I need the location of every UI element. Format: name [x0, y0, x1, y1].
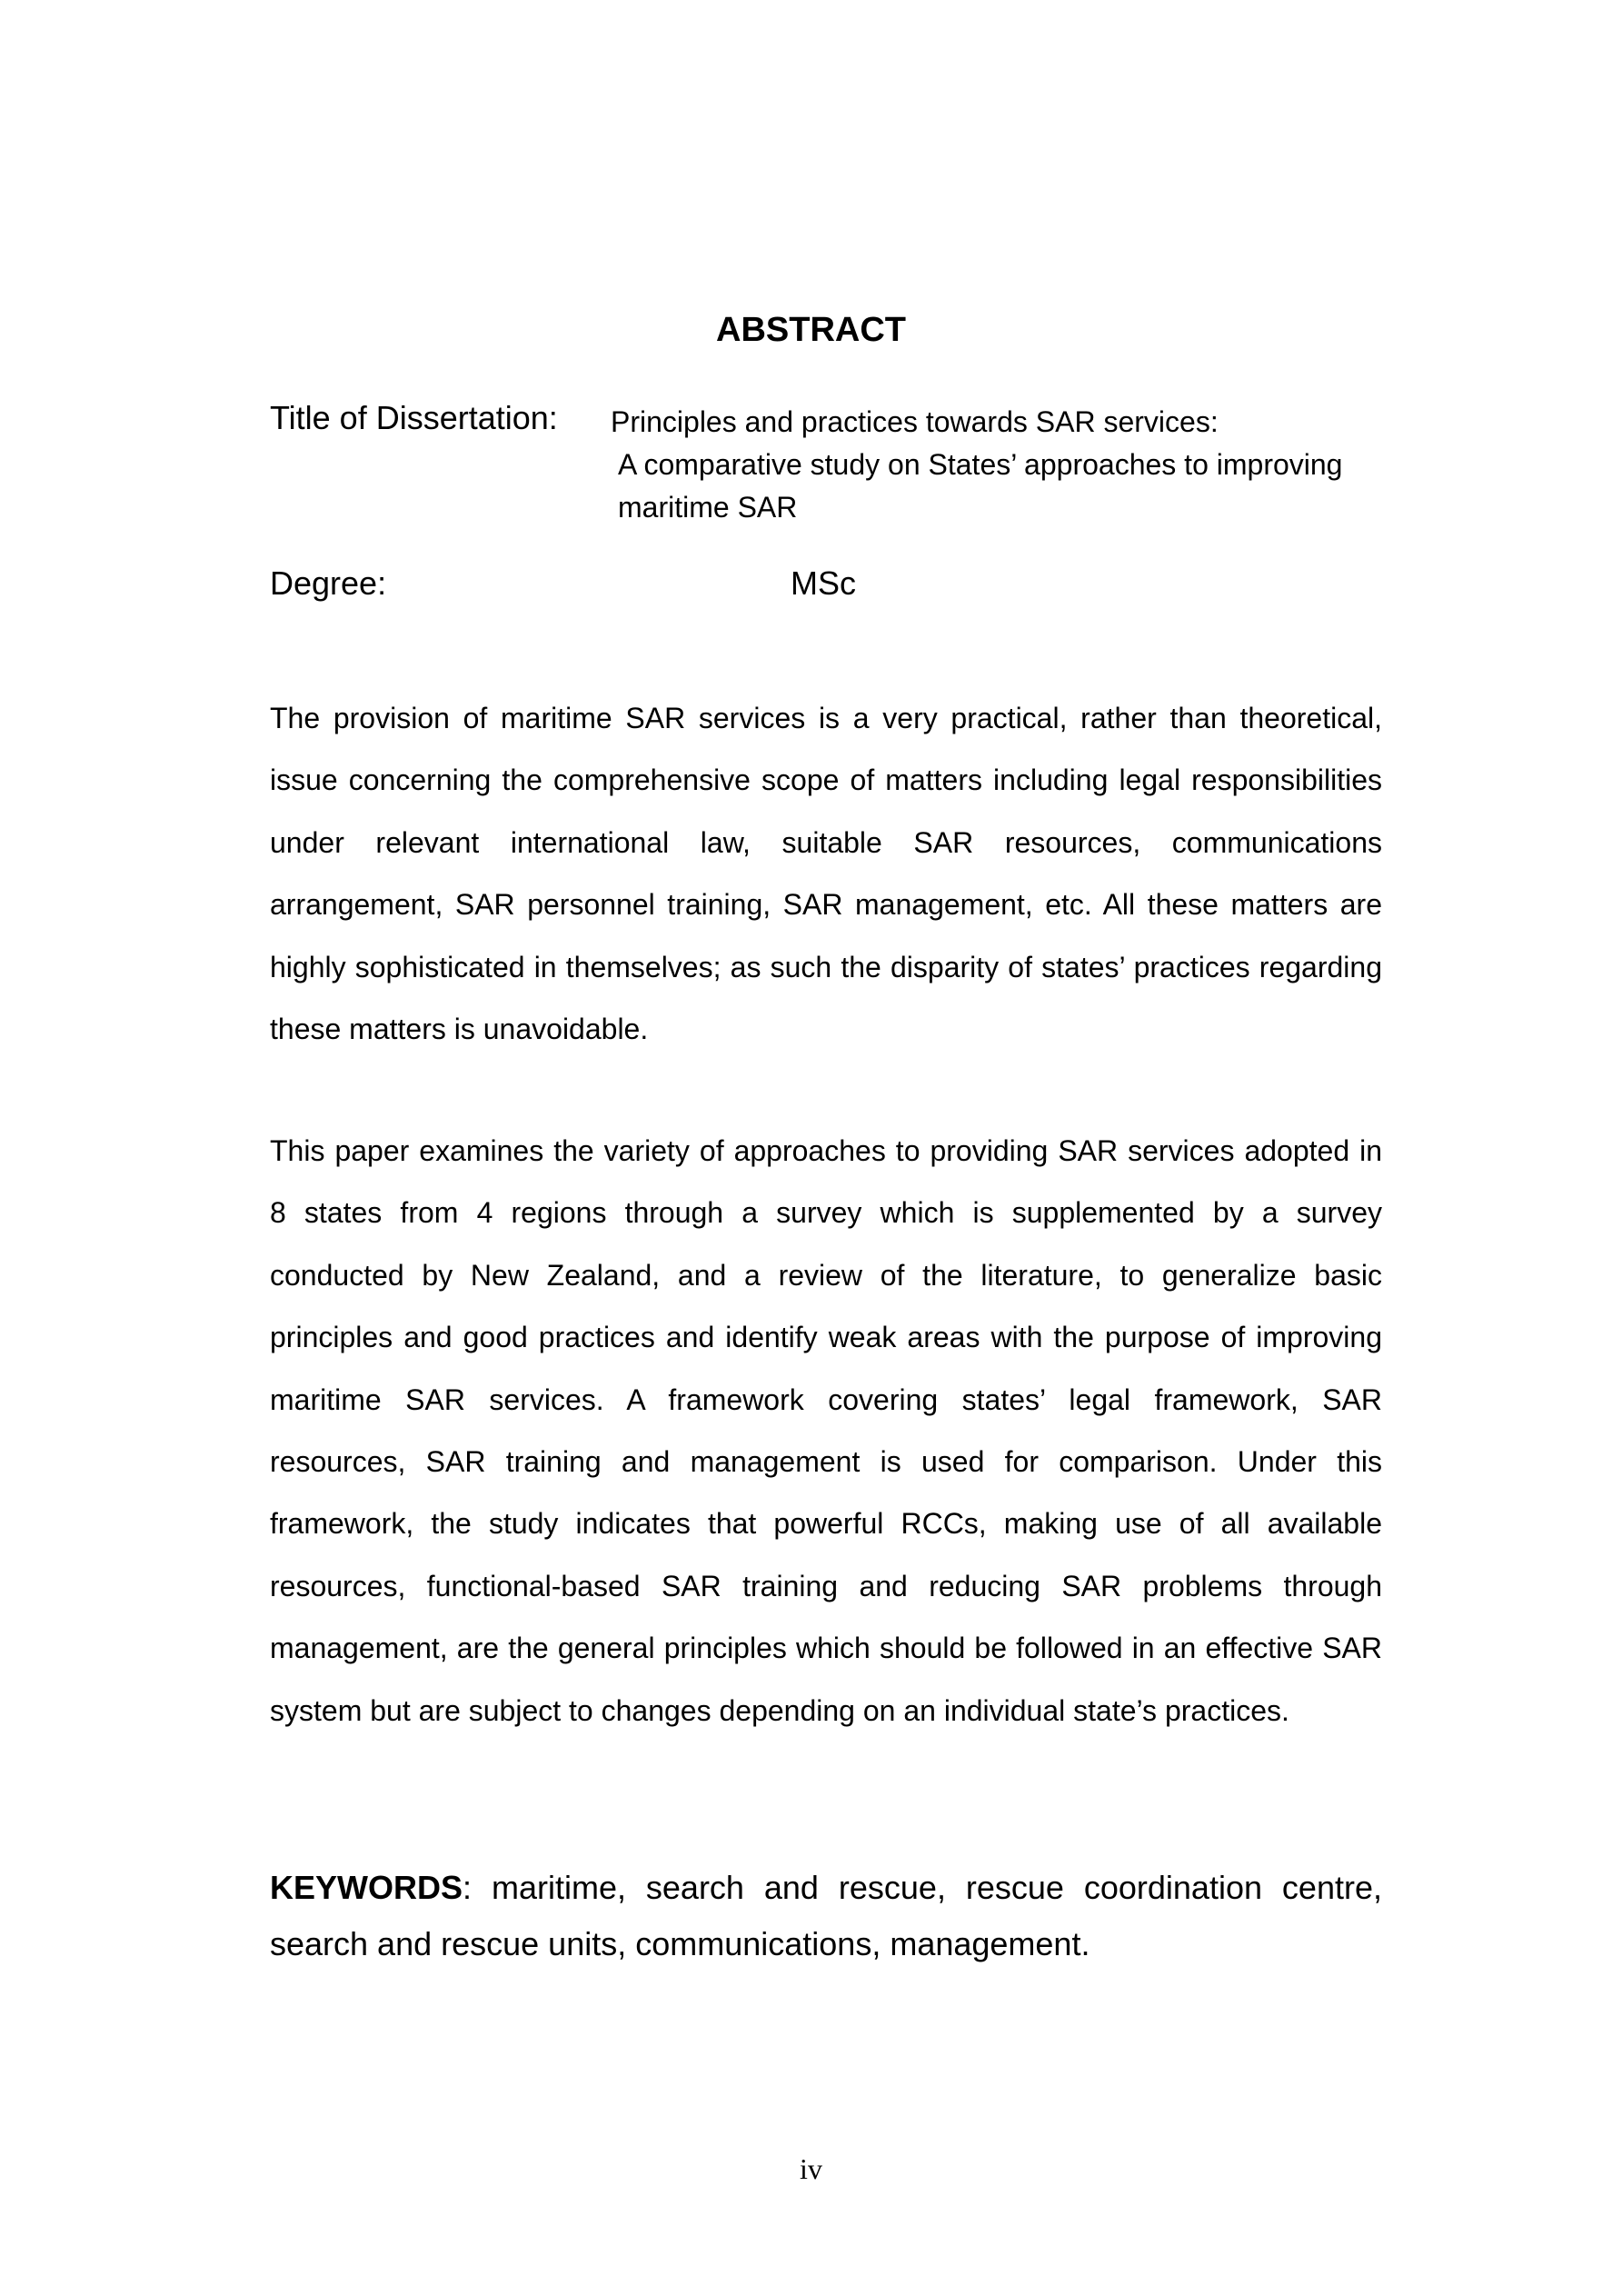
page-heading: ABSTRACT	[716, 311, 906, 349]
title-of-dissertation-value	[611, 401, 1342, 529]
degree-label: Degree:	[270, 564, 387, 602]
page-number: iv	[800, 2152, 822, 2185]
keywords-text: maritime, search and rescue, rescue coordination centre, search and rescue units, communications, management.	[270, 1869, 1382, 1962]
keywords-block	[270, 1860, 1382, 1972]
degree-value: MSc	[791, 564, 856, 602]
title-line-2: A comparative study on States’ approaches to improving	[618, 448, 1343, 481]
title-line-3: maritime SAR	[618, 491, 798, 524]
title-line-1: Principles and practices towards SAR services:	[611, 405, 1219, 438]
keywords-label: KEYWORDS	[270, 1869, 463, 1906]
abstract-paragraph-2: This paper examines the variety of approaches to providing SAR services adopted in 8 states from 4 regions through a survey which is supplemented by a survey conducted by New Zealand, and a review of the literature, to generalize basic principles and good practices and identify weak areas with the purpose of improving maritime SAR services. A framework covering states’ legal framework, SAR resources, SAR training and management is used for comparison. Under this framework, the study indicates that powerful RCCs, making use of all available resources, functional-based SAR training and reducing SAR problems through management, are the general principles which should be followed in an effective SAR system but are subject to changes depending on an individual state’s practices.	[270, 1134, 1382, 1727]
keywords-separator: :	[463, 1869, 473, 1906]
title-of-dissertation-label: Title of Dissertation:	[270, 399, 558, 436]
abstract-paragraph-1: The provision of maritime SAR services is a very practical, rather than theoretical, issue concerning the comprehensive scope of matters including legal responsibilities under relevant international law, suitable SAR resources, communications arrangement, SAR personnel training, SAR management, etc. All these matters are highly sophisticated in themselves; as such the disparity of states’ practices regarding these matters is unavoidable.	[270, 702, 1382, 1046]
